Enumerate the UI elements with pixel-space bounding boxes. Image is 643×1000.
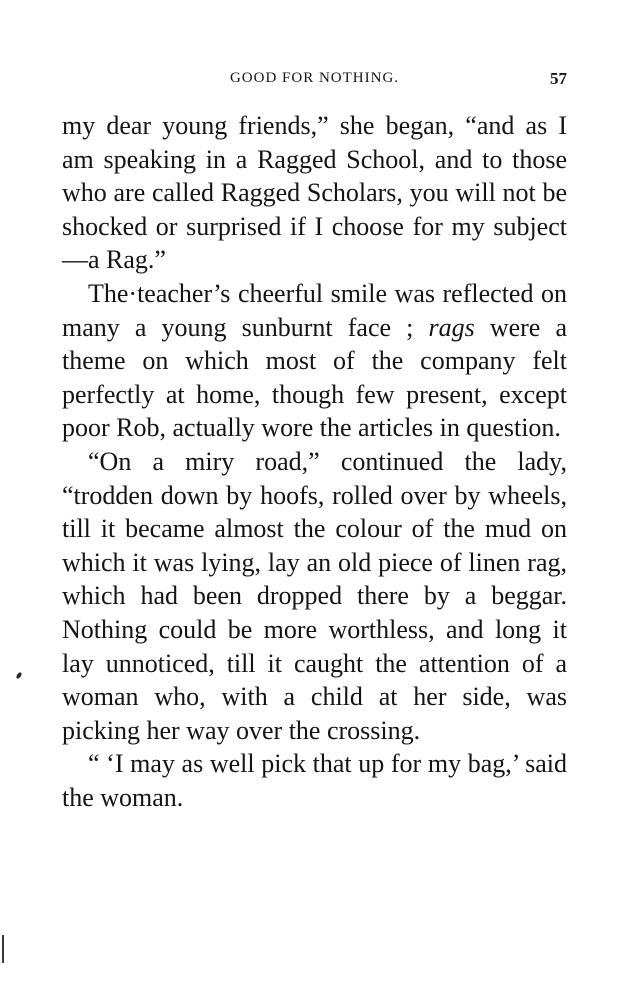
paragraph-2-text: The·teacher’s cheerful smile was reflected on many a young sunburnt face ; xyxy=(62,278,567,342)
page-edge-mark xyxy=(2,935,4,963)
paragraph-2-italic-word: rags xyxy=(428,312,475,342)
paragraph-1: my dear young friends,” she began, “and as I am speaking in a Ragged School, and to those who are called Ragged Scholars, you will not be shocked or surprised if I choose for my subject—a Rag.” xyxy=(62,111,567,275)
paragraph-2-text-continued: were a theme on which most of the company felt perfectly at home, though few present, except poor Rob, actually wore the articles in question. xyxy=(62,312,567,443)
paragraph-2 xyxy=(62,277,567,445)
paragraph-4: “ ‘I may as well pick that up for my bag,’ said the woman. xyxy=(62,749,567,812)
paragraph-3: “On a miry road,” continued the lady, “trodden down by hoofs, rolled over by wheels, till it became almost the colour of the mud on which it was lying, lay an old piece of linen rag, which had been dropped there by a beggar. Nothing could be more worthless, and long it lay unnoticed, till it caught the attention of a woman who, with a child at her side, was picking her way over the crossing. xyxy=(62,446,567,745)
running-title: GOOD FOR NOTHING. xyxy=(229,70,400,86)
margin-ink-mark xyxy=(15,671,22,679)
running-head xyxy=(62,70,567,94)
body-text xyxy=(62,109,567,814)
page-number: 57 xyxy=(550,69,567,88)
